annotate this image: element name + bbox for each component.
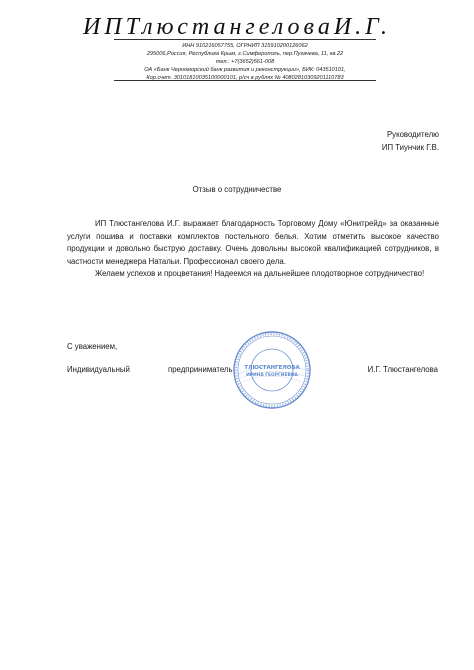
closing-phrase: С уважением, [67,342,118,351]
letterhead-top-rule [114,39,376,40]
letterhead-detail-account: Кор.счет. 30101810035100000101, р/сч в рублях № 40802810309201110783 [146,75,344,81]
letterhead-bottom-rule [114,80,376,81]
letterhead-details [110,42,380,82]
letterhead-detail-address: 295006,Россия, Республика Крым, г.Симферополь, пер.Пугачева, 11, кв.22 [146,51,344,57]
letterhead-title: ИПТлюстангеловаИ.Г. [82,14,391,40]
letter-body [67,218,439,281]
signature-name: И.Г. Тлюстангелова [367,365,438,374]
recipient-position: Руководителю [386,130,439,139]
stamp-center-text-2: ИРИНА ГЕОРГИЕВНА [246,373,298,378]
letterhead-detail-bank: ОА «Банк Черноморский банк развития и реконструкции», БИК: 043510101, [144,67,346,73]
recipient-block [382,128,439,154]
recipient-name: ИП Тиунчик Г.В. [381,143,439,152]
stamp-seal-icon [232,330,312,410]
document-heading: Отзыв о сотрудничестве [192,185,282,194]
stamp-center-text-1: ТЛЮСТАНГЕЛОВА [244,365,300,371]
letterhead-detail-inn: ИНН 910216057755, ОГРНИП 315910200126062 [182,43,308,49]
body-paragraph-2: Желаем успехов и процветания! Надеемся на дальнейшее плодотворное сотрудничество! [95,269,425,279]
official-stamp [232,330,312,410]
letterhead-detail-phone: тел.: +7(3652)561-008 [215,59,275,65]
body-paragraph-1: ИП Тлюстангелова И.Г. выражает благодарность Торговому Дому «Юнитрейд» за оказанные услуги пошива и поставки комплектов постельного белья. Хотим отметить высокое качество продукции и довольно быструю доставку. Очень довольны высокой квалификацией сотрудников, в частности менеджера Натальи. Профессионал своего дела. [67,219,439,266]
signature-role-part1: Индивидуальный [67,365,130,374]
signature-role-part2: предприниматель [168,365,233,374]
